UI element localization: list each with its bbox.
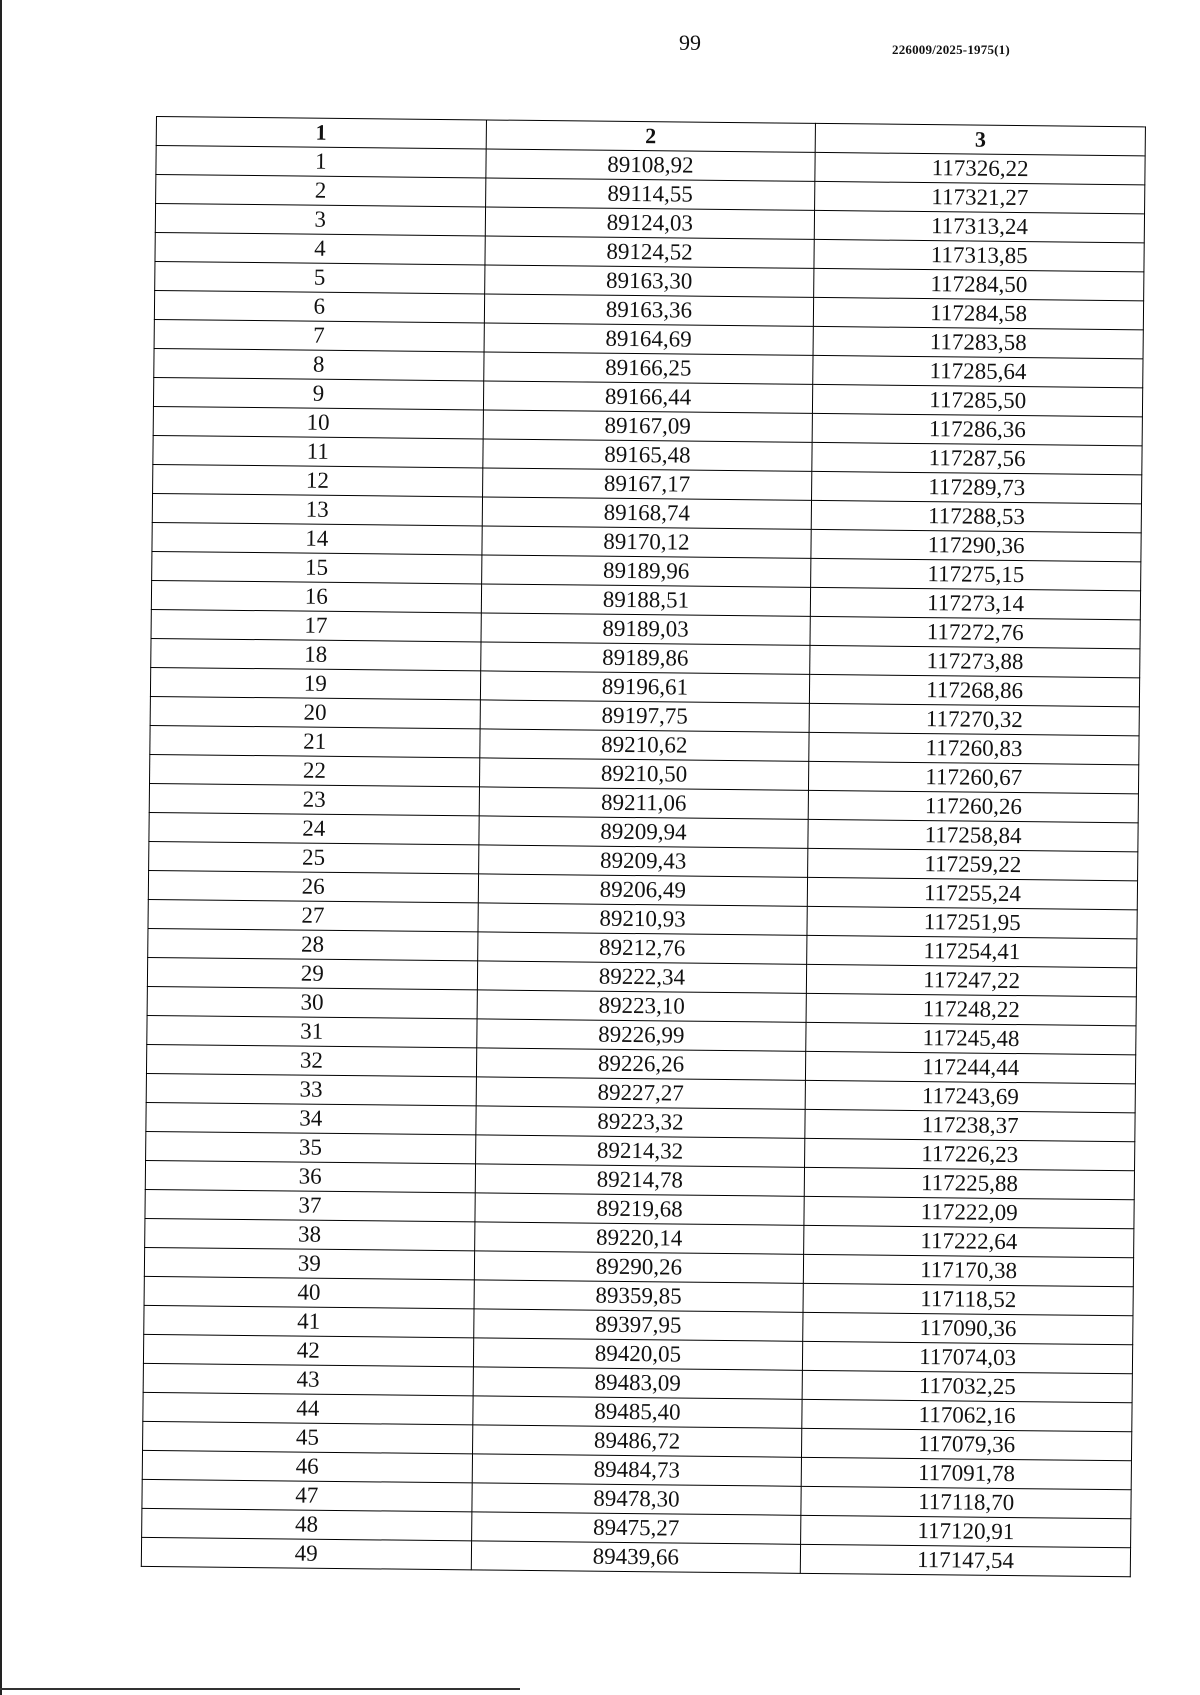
- point-number-cell: 45: [143, 1421, 473, 1453]
- x-coordinate-cell: 89163,30: [484, 265, 814, 297]
- y-coordinate-cell: 117243,69: [805, 1080, 1135, 1112]
- y-coordinate-cell: 117062,16: [802, 1399, 1132, 1431]
- point-number-cell: 42: [143, 1334, 473, 1366]
- point-number-cell: 3: [155, 204, 485, 236]
- x-coordinate-cell: 89166,25: [483, 352, 813, 384]
- point-number-cell: 47: [142, 1479, 472, 1511]
- x-coordinate-cell: 89165,48: [482, 439, 812, 471]
- x-coordinate-cell: 89210,93: [478, 903, 808, 935]
- y-coordinate-cell: 117222,64: [804, 1225, 1134, 1257]
- point-number-cell: 20: [150, 696, 480, 728]
- y-coordinate-cell: 117244,44: [806, 1051, 1136, 1083]
- x-coordinate-cell: 89210,50: [479, 758, 809, 790]
- y-coordinate-cell: 117321,27: [815, 181, 1145, 213]
- x-coordinate-cell: 89226,99: [476, 1019, 806, 1051]
- point-number-cell: 48: [142, 1508, 472, 1540]
- y-coordinate-cell: 117290,36: [811, 529, 1141, 561]
- point-number-cell: 4: [155, 232, 485, 264]
- point-number-cell: 40: [144, 1276, 474, 1308]
- point-number-cell: 21: [150, 725, 480, 757]
- y-coordinate-cell: 117284,50: [814, 268, 1144, 300]
- x-coordinate-cell: 89108,92: [485, 149, 815, 181]
- point-number-cell: 19: [150, 667, 480, 699]
- point-number-cell: 7: [154, 319, 484, 351]
- column-header: 2: [486, 120, 816, 152]
- point-number-cell: 28: [148, 928, 478, 960]
- y-coordinate-cell: 117255,24: [808, 877, 1138, 909]
- y-coordinate-cell: 117270,32: [809, 703, 1139, 735]
- y-coordinate-cell: 117289,73: [812, 471, 1142, 503]
- x-coordinate-cell: 89227,27: [476, 1077, 806, 1109]
- point-number-cell: 12: [153, 464, 483, 496]
- y-coordinate-cell: 117245,48: [806, 1022, 1136, 1054]
- y-coordinate-cell: 117032,25: [802, 1370, 1132, 1402]
- page-number: 99: [679, 30, 701, 55]
- x-coordinate-cell: 89188,51: [481, 584, 811, 616]
- point-number-cell: 24: [149, 812, 479, 844]
- y-coordinate-cell: 117226,23: [805, 1138, 1135, 1170]
- x-coordinate-cell: 89475,27: [471, 1512, 801, 1544]
- y-coordinate-cell: 117074,03: [803, 1341, 1133, 1373]
- point-number-cell: 43: [143, 1363, 473, 1395]
- y-coordinate-cell: 117260,83: [809, 732, 1139, 764]
- y-coordinate-cell: 117285,50: [813, 384, 1143, 416]
- x-coordinate-cell: 89220,14: [474, 1222, 804, 1254]
- x-coordinate-cell: 89420,05: [473, 1338, 803, 1370]
- y-coordinate-cell: 117313,85: [814, 239, 1144, 271]
- x-coordinate-cell: 89167,09: [483, 410, 813, 442]
- x-coordinate-cell: 89223,10: [477, 990, 807, 1022]
- x-coordinate-cell: 89209,43: [478, 845, 808, 877]
- y-coordinate-cell: 117268,86: [810, 674, 1140, 706]
- y-coordinate-cell: 117247,22: [807, 964, 1137, 996]
- point-number-cell: 11: [153, 435, 483, 467]
- point-number-cell: 35: [146, 1131, 476, 1163]
- x-coordinate-cell: 89189,86: [480, 642, 810, 674]
- point-number-cell: 1: [156, 146, 486, 178]
- x-coordinate-cell: 89164,69: [484, 323, 814, 355]
- y-coordinate-cell: 117260,67: [809, 761, 1139, 793]
- y-coordinate-cell: 117251,95: [807, 906, 1137, 938]
- x-coordinate-cell: 89486,72: [472, 1425, 802, 1457]
- x-coordinate-cell: 89359,85: [474, 1280, 804, 1312]
- point-number-cell: 49: [141, 1537, 471, 1569]
- y-coordinate-cell: 117273,88: [810, 645, 1140, 677]
- point-number-cell: 37: [145, 1189, 475, 1221]
- x-coordinate-cell: 89211,06: [479, 787, 809, 819]
- y-coordinate-cell: 117286,36: [812, 413, 1142, 445]
- y-coordinate-cell: 117147,54: [801, 1544, 1131, 1576]
- point-number-cell: 18: [151, 638, 481, 670]
- x-coordinate-cell: 89167,17: [482, 468, 812, 500]
- y-coordinate-cell: 117275,15: [811, 558, 1141, 590]
- x-coordinate-cell: 89210,62: [479, 729, 809, 761]
- point-number-cell: 39: [144, 1247, 474, 1279]
- y-coordinate-cell: 117091,78: [801, 1457, 1131, 1489]
- point-number-cell: 17: [151, 609, 481, 641]
- y-coordinate-cell: 117326,22: [815, 152, 1145, 184]
- point-number-cell: 22: [150, 754, 480, 786]
- y-coordinate-cell: 117254,41: [807, 935, 1137, 967]
- point-number-cell: 34: [146, 1102, 476, 1134]
- y-coordinate-cell: 117288,53: [811, 500, 1141, 532]
- point-number-cell: 2: [156, 175, 486, 207]
- x-coordinate-cell: 89226,26: [476, 1048, 806, 1080]
- point-number-cell: 16: [151, 580, 481, 612]
- point-number-cell: 6: [154, 290, 484, 322]
- y-coordinate-cell: 117248,22: [806, 993, 1136, 1025]
- y-coordinate-cell: 117079,36: [802, 1428, 1132, 1460]
- x-coordinate-cell: 89168,74: [482, 497, 812, 529]
- point-number-cell: 41: [144, 1305, 474, 1337]
- point-number-cell: 33: [146, 1073, 476, 1105]
- x-coordinate-cell: 89439,66: [471, 1541, 801, 1573]
- table-body: [141, 146, 1145, 1577]
- x-coordinate-cell: 89290,26: [474, 1251, 804, 1283]
- x-coordinate-cell: 89206,49: [478, 874, 808, 906]
- x-coordinate-cell: 89197,75: [480, 700, 810, 732]
- x-coordinate-cell: 89124,03: [485, 207, 815, 239]
- point-number-cell: 44: [143, 1392, 473, 1424]
- point-number-cell: 14: [152, 522, 482, 554]
- x-coordinate-cell: 89478,30: [471, 1483, 801, 1515]
- x-coordinate-cell: 89219,68: [475, 1193, 805, 1225]
- x-coordinate-cell: 89124,52: [485, 236, 815, 268]
- y-coordinate-cell: 117090,36: [803, 1312, 1133, 1344]
- y-coordinate-cell: 117259,22: [808, 848, 1138, 880]
- document-reference: 226009/2025-1975(1): [892, 42, 1010, 57]
- y-coordinate-cell: 117118,52: [803, 1283, 1133, 1315]
- point-number-cell: 23: [149, 783, 479, 815]
- y-coordinate-cell: 117260,26: [808, 790, 1138, 822]
- column-header: 3: [815, 123, 1145, 155]
- x-coordinate-cell: 89212,76: [477, 932, 807, 964]
- x-coordinate-cell: 89209,94: [478, 816, 808, 848]
- x-coordinate-cell: 89483,09: [473, 1367, 803, 1399]
- y-coordinate-cell: 117313,24: [815, 210, 1145, 242]
- scan-edge-bottom: [0, 1688, 520, 1690]
- x-coordinate-cell: 89166,44: [483, 381, 813, 413]
- y-coordinate-cell: 117238,37: [805, 1109, 1135, 1141]
- point-number-cell: 46: [142, 1450, 472, 1482]
- point-number-cell: 15: [152, 551, 482, 583]
- y-coordinate-cell: 117285,64: [813, 355, 1143, 387]
- x-coordinate-cell: 89484,73: [472, 1454, 802, 1486]
- point-number-cell: 36: [145, 1160, 475, 1192]
- y-coordinate-cell: 117170,38: [804, 1254, 1134, 1286]
- x-coordinate-cell: 89397,95: [473, 1309, 803, 1341]
- y-coordinate-cell: 117258,84: [808, 819, 1138, 851]
- point-number-cell: 9: [153, 377, 483, 409]
- y-coordinate-cell: 117120,91: [801, 1515, 1131, 1547]
- point-number-cell: 10: [153, 406, 483, 438]
- x-coordinate-cell: 89114,55: [485, 178, 815, 210]
- x-coordinate-cell: 89485,40: [472, 1396, 802, 1428]
- point-number-cell: 32: [146, 1044, 476, 1076]
- y-coordinate-cell: 117283,58: [813, 326, 1143, 358]
- coordinates-table: [141, 116, 1146, 1577]
- column-header: 1: [156, 117, 486, 149]
- point-number-cell: 30: [147, 986, 477, 1018]
- x-coordinate-cell: 89189,03: [481, 613, 811, 645]
- x-coordinate-cell: 89170,12: [482, 526, 812, 558]
- x-coordinate-cell: 89189,96: [481, 555, 811, 587]
- point-number-cell: 5: [155, 261, 485, 293]
- scan-edge-left: [0, 0, 2, 1695]
- x-coordinate-cell: 89214,78: [475, 1164, 805, 1196]
- y-coordinate-cell: 117272,76: [810, 616, 1140, 648]
- point-number-cell: 29: [147, 957, 477, 989]
- point-number-cell: 13: [152, 493, 482, 525]
- x-coordinate-cell: 89222,34: [477, 961, 807, 993]
- y-coordinate-cell: 117222,09: [804, 1196, 1134, 1228]
- x-coordinate-cell: 89223,32: [475, 1106, 805, 1138]
- point-number-cell: 25: [149, 841, 479, 873]
- point-number-cell: 27: [148, 899, 478, 931]
- y-coordinate-cell: 117225,88: [805, 1167, 1135, 1199]
- x-coordinate-cell: 89196,61: [480, 671, 810, 703]
- point-number-cell: 26: [148, 870, 478, 902]
- y-coordinate-cell: 117273,14: [811, 587, 1141, 619]
- y-coordinate-cell: 117284,58: [814, 297, 1144, 329]
- x-coordinate-cell: 89163,36: [484, 294, 814, 326]
- point-number-cell: 38: [145, 1218, 475, 1250]
- y-coordinate-cell: 117118,70: [801, 1486, 1131, 1518]
- x-coordinate-cell: 89214,32: [475, 1135, 805, 1167]
- y-coordinate-cell: 117287,56: [812, 442, 1142, 474]
- point-number-cell: 8: [154, 348, 484, 380]
- point-number-cell: 31: [147, 1015, 477, 1047]
